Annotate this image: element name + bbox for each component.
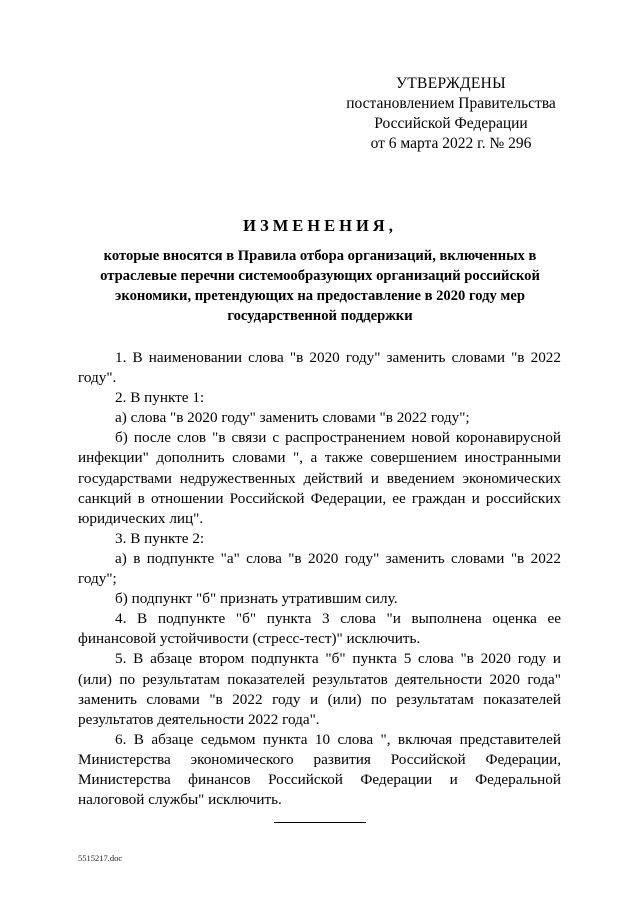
paragraph: б) после слов "в связи с распространением новой коронавирусной инфекции" дополнить словами ", а также совершением иностранными государствами недружественных действий и введением экономических санкций в отношении Российской Федерации, ее граждан и российских юридических лиц".: [78, 429, 561, 527]
document-title: ИЗМЕНЕНИЯ,: [243, 216, 397, 235]
paragraph: 3. В пункте 2:: [115, 529, 205, 547]
paragraph: б) подпункт "б" признать утратившим силу.: [115, 590, 398, 608]
paragraph: а) в подпункте "а" слова "в 2020 году" заменить словами "в 2022 году";: [78, 549, 561, 588]
approval-block: [344, 74, 558, 154]
paragraph: 4. В подпункте "б" пункта 3 слова "и выполнена оценка ее финансовой устойчивости (стресс-тест)" исключить.: [78, 610, 561, 648]
paragraph: 6. В абзаце седьмом пункта 10 слова ", включая представителей Министерства экономического развития Российской Федерации, Министерства финансов Российской Федерации и Федеральной налоговой службы" исключить.: [78, 730, 561, 809]
file-name: 5515217.doc: [78, 853, 123, 863]
paragraph: 5. В абзаце втором подпункта "б" пункта 5 слова "в 2020 году и (или) по результатам показателей результатов деятельности 2020 года" заменить словами "в 2022 году и (или) по результатам показателей результатов деятельности 2022 года".: [78, 650, 561, 728]
document-subtitle: которые вносятся в Правила отбора организаций, включенных в отраслевые перечни системообразующих организаций российской экономики, претендующих на предоставление в 2020 году мер государственной поддержки: [100, 248, 540, 324]
paragraph: 2. В пункте 1:: [115, 389, 205, 407]
approval-line-3: от 6 марта 2022 г. № 296: [370, 135, 532, 152]
document-body: [78, 348, 561, 810]
approval-line-1: постановлением Правительства: [346, 95, 556, 112]
approval-heading: УТВЕРЖДЕНЫ: [396, 75, 506, 92]
end-divider: [274, 822, 366, 823]
paragraph: а) слова "в 2020 году" заменить словами "в 2022 году";: [115, 409, 470, 427]
paragraph: 1. В наименовании слова "в 2020 году" заменить словами "в 2022 году".: [78, 349, 561, 387]
approval-line-2: Российской Федерации: [374, 115, 528, 132]
